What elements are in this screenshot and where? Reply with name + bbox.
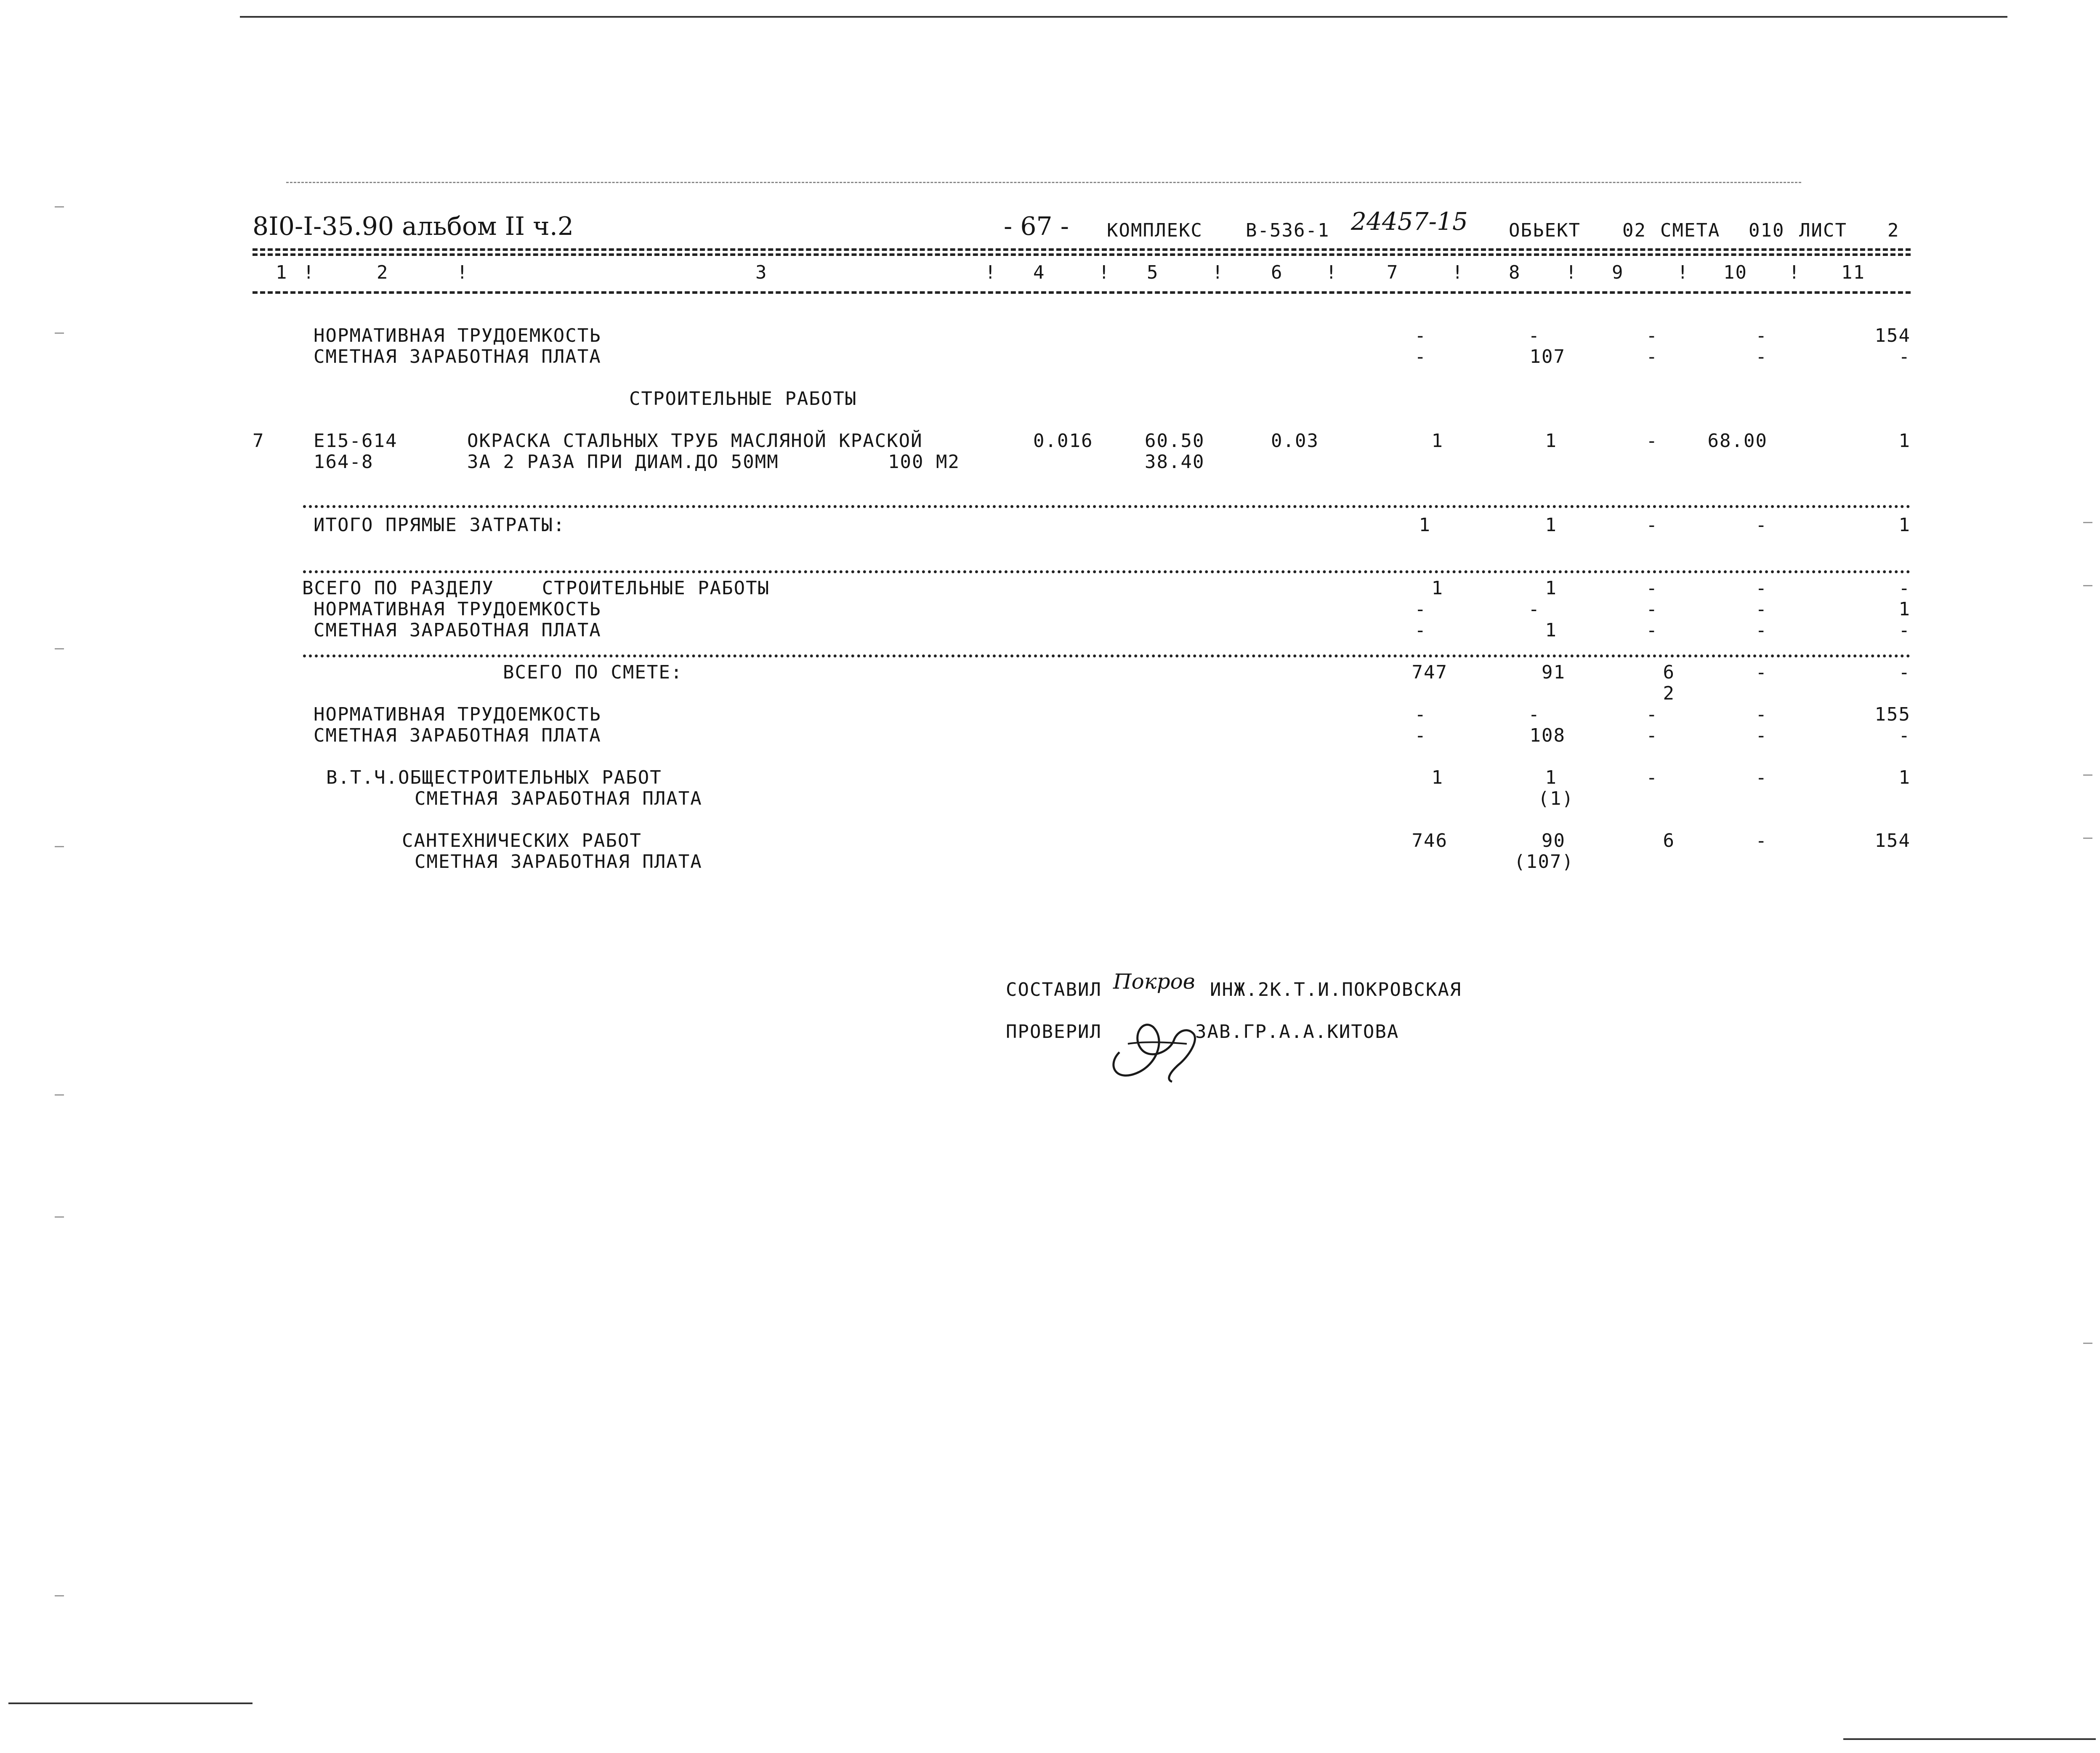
estimate-wage-label: СМЕТНАЯ ЗАРАБОТНАЯ ПЛАТА xyxy=(314,725,601,746)
top-wage-col10: - xyxy=(1755,346,1768,367)
top-wage-col8: 107 xyxy=(1529,346,1566,367)
margin-tick xyxy=(2083,774,2092,776)
general-works-col11: 1 xyxy=(1898,767,1911,788)
bottom-right-scan-edge xyxy=(1843,1738,2096,1740)
item-code-1: Е15-614 xyxy=(314,430,398,452)
section-labor-col7: - xyxy=(1414,599,1427,620)
direct-costs-col10: - xyxy=(1755,514,1768,536)
estimate-labor-label: НОРМАТИВНАЯ ТРУДОЕМКОСТЬ xyxy=(314,704,601,725)
col-sep-1: ! xyxy=(303,262,315,283)
item-col7: 1 xyxy=(1431,430,1443,452)
item-col9: - xyxy=(1646,430,1658,452)
general-works-col9: - xyxy=(1646,767,1658,788)
col-num-4: 4 xyxy=(1033,262,1045,283)
col-num-10: 10 xyxy=(1723,262,1747,283)
margin-tick xyxy=(2083,585,2092,586)
estimate-labor-col7: - xyxy=(1414,704,1427,725)
margin-tick xyxy=(55,648,64,649)
col-num-1: 1 xyxy=(276,262,288,283)
page-number: - 67 - xyxy=(1004,212,1069,241)
top-wage-col9: - xyxy=(1646,346,1658,367)
general-works-wage-label: СМЕТНАЯ ЗАРАБОТНАЯ ПЛАТА xyxy=(415,788,702,809)
top-wage-label: СМЕТНАЯ ЗАРАБОТНАЯ ПЛАТА xyxy=(314,346,601,367)
checked-name: ЗАВ.ГР.А.А.КИТОВА xyxy=(1195,1021,1399,1043)
section-total-col7: 1 xyxy=(1431,577,1443,599)
estimate-total-col9-second: 2 xyxy=(1663,683,1675,704)
section-labor-col10: - xyxy=(1755,599,1768,620)
dotted-rule-3 xyxy=(303,654,1911,657)
general-works-col7: 1 xyxy=(1431,767,1443,788)
compiled-name: ИНЖ.2К.Т.И.ПОКРОВСКАЯ xyxy=(1210,979,1462,1000)
estimate-wage-col10: - xyxy=(1755,725,1768,746)
col-sep-5: ! xyxy=(1212,262,1224,283)
plumbing-works-wage-label: СМЕТНАЯ ЗАРАБОТНАЯ ПЛАТА xyxy=(415,851,702,873)
general-works-col8: 1 xyxy=(1545,767,1557,788)
item-code-2: 164-8 xyxy=(314,451,374,473)
item-description-1: ОКРАСКА СТАЛЬНЫХ ТРУБ МАСЛЯНОЙ КРАСКОЙ xyxy=(467,430,923,452)
section-title: СТРОИТЕЛЬНЫЕ РАБОТЫ xyxy=(629,388,857,410)
section-labor-label: НОРМАТИВНАЯ ТРУДОЕМКОСТЬ xyxy=(314,599,601,620)
section-total-col11: - xyxy=(1898,577,1911,599)
plumbing-works-wage-value: (107) xyxy=(1514,851,1574,873)
checker-signature xyxy=(1103,1002,1204,1086)
item-quantity: 0.016 xyxy=(1033,430,1093,452)
section-total-label: ВСЕГО ПО РАЗДЕЛУ СТРОИТЕЛЬНЫЕ РАБОТЫ xyxy=(302,577,770,599)
top-labor-col7: - xyxy=(1414,325,1427,346)
top-labor-col11: 154 xyxy=(1874,325,1911,346)
col-sep-4: ! xyxy=(1098,262,1111,283)
direct-costs-col7: 1 xyxy=(1419,514,1431,536)
item-col11: 1 xyxy=(1898,430,1911,452)
estimate-total-label: ВСЕГО ПО СМЕТЕ: xyxy=(503,662,683,683)
album-title: 8I0-I-35.90 альбом II ч.2 xyxy=(253,212,574,241)
top-labor-col10: - xyxy=(1755,325,1768,346)
general-works-col10: - xyxy=(1755,767,1768,788)
item-unit-price-1: 60.50 xyxy=(1145,430,1205,452)
margin-tick xyxy=(55,1094,64,1096)
col-num-3: 3 xyxy=(755,262,768,283)
object-value: 02 xyxy=(1622,220,1646,241)
estimate-labor-col8: - xyxy=(1528,704,1540,725)
top-labor-label: НОРМАТИВНАЯ ТРУДОЕМКОСТЬ xyxy=(314,325,601,346)
estimate-total-col8: 91 xyxy=(1542,662,1566,683)
col-sep-2: ! xyxy=(457,262,469,283)
top-wage-col7: - xyxy=(1414,346,1427,367)
estimate-total-col10: - xyxy=(1755,662,1768,683)
estimate-label: СМЕТА xyxy=(1660,220,1720,241)
estimate-labor-col9: - xyxy=(1646,704,1658,725)
col-num-7: 7 xyxy=(1387,262,1399,283)
section-labor-col9: - xyxy=(1646,599,1658,620)
general-works-wage-value: (1) xyxy=(1538,788,1574,809)
top-wage-col11: - xyxy=(1898,346,1911,367)
margin-tick xyxy=(2083,838,2092,839)
section-labor-col8: - xyxy=(1528,599,1540,620)
estimate-wage-col9: - xyxy=(1646,725,1658,746)
estimate-labor-col11: 155 xyxy=(1874,704,1911,725)
section-total-col8: 1 xyxy=(1545,577,1557,599)
upper-faint-rule xyxy=(286,182,1801,183)
margin-tick xyxy=(55,1595,64,1596)
estimate-total-col11: - xyxy=(1898,662,1911,683)
column-header-rule xyxy=(253,291,1911,294)
estimate-value: 010 xyxy=(1749,220,1785,241)
object-label: ОБЬЕКТ xyxy=(1509,220,1581,241)
section-total-col9: - xyxy=(1646,577,1658,599)
bottom-left-scan-edge xyxy=(8,1702,253,1704)
estimate-wage-col7: - xyxy=(1414,725,1427,746)
plumbing-works-col10: - xyxy=(1755,830,1768,851)
section-labor-col11: 1 xyxy=(1898,599,1911,620)
header-rule-2 xyxy=(253,253,1911,256)
estimate-labor-col10: - xyxy=(1755,704,1768,725)
col-sep-7: ! xyxy=(1452,262,1464,283)
section-wage-col9: - xyxy=(1646,620,1658,641)
handwritten-number: 24457-15 xyxy=(1351,207,1468,236)
estimate-wage-col11: - xyxy=(1898,725,1911,746)
col-sep-6: ! xyxy=(1326,262,1338,283)
margin-tick xyxy=(2083,522,2092,523)
margin-tick xyxy=(55,333,64,334)
checked-label: ПРОВЕРИЛ xyxy=(1006,1021,1102,1043)
top-labor-col8: - xyxy=(1528,325,1540,346)
col-sep-8: ! xyxy=(1566,262,1578,283)
item-description-2: ЗА 2 РАЗА ПРИ ДИАМ.ДО 50ММ xyxy=(467,451,779,473)
direct-costs-col9: - xyxy=(1646,514,1658,536)
estimate-wage-col8: 108 xyxy=(1529,725,1566,746)
item-number: 7 xyxy=(253,430,265,452)
plumbing-works-col8: 90 xyxy=(1542,830,1566,851)
col-num-5: 5 xyxy=(1147,262,1159,283)
section-wage-col11: - xyxy=(1898,620,1911,641)
top-scan-edge-line xyxy=(240,16,2007,18)
dotted-rule-1 xyxy=(303,505,1911,508)
section-wage-col10: - xyxy=(1755,620,1768,641)
sheet-label: ЛИСТ xyxy=(1799,220,1847,241)
general-works-label: В.Т.Ч.ОБЩЕСТРОИТЕЛЬНЫХ РАБОТ xyxy=(326,767,662,788)
estimate-total-col7: 747 xyxy=(1412,662,1448,683)
direct-costs-col8: 1 xyxy=(1545,514,1557,536)
complex-label: КОМПЛЕКС xyxy=(1107,220,1203,241)
margin-tick xyxy=(55,1216,64,1218)
section-wage-col8: 1 xyxy=(1545,620,1557,641)
margin-tick xyxy=(55,206,64,207)
col-num-2: 2 xyxy=(377,262,389,283)
complex-code: В-536-1 xyxy=(1246,220,1330,241)
item-col8: 1 xyxy=(1545,430,1557,452)
plumbing-works-col9: 6 xyxy=(1663,830,1675,851)
section-total-col10: - xyxy=(1755,577,1768,599)
compiled-label: СОСТАВИЛ xyxy=(1006,979,1102,1000)
col-sep-10: ! xyxy=(1789,262,1801,283)
col-num-8: 8 xyxy=(1509,262,1521,283)
item-col6: 0.03 xyxy=(1271,430,1319,452)
sheet-value: 2 xyxy=(1887,220,1900,241)
col-num-11: 11 xyxy=(1841,262,1865,283)
item-unit: 100 М2 xyxy=(888,451,960,473)
direct-costs-label: ИТОГО ПРЯМЫЕ ЗАТРАТЫ: xyxy=(314,514,566,536)
section-wage-col7: - xyxy=(1414,620,1427,641)
col-num-9: 9 xyxy=(1612,262,1624,283)
direct-costs-col11: 1 xyxy=(1898,514,1911,536)
dotted-rule-2 xyxy=(303,570,1911,573)
col-sep-3: ! xyxy=(985,262,997,283)
top-labor-col9: - xyxy=(1646,325,1658,346)
col-sep-9: ! xyxy=(1677,262,1689,283)
item-col10: 68.00 xyxy=(1707,430,1768,452)
estimate-total-col9: 6 xyxy=(1663,662,1675,683)
compiled-signature: Покров xyxy=(1113,969,1195,994)
header-rule-1 xyxy=(253,248,1911,251)
section-wage-label: СМЕТНАЯ ЗАРАБОТНАЯ ПЛАТА xyxy=(314,620,601,641)
plumbing-works-col7: 746 xyxy=(1412,830,1448,851)
margin-tick xyxy=(2083,1343,2092,1344)
item-unit-price-2: 38.40 xyxy=(1145,451,1205,473)
col-num-6: 6 xyxy=(1271,262,1283,283)
plumbing-works-label: САНТЕХНИЧЕСКИХ РАБОТ xyxy=(402,830,642,851)
plumbing-works-col11: 154 xyxy=(1874,830,1911,851)
margin-tick xyxy=(55,846,64,847)
